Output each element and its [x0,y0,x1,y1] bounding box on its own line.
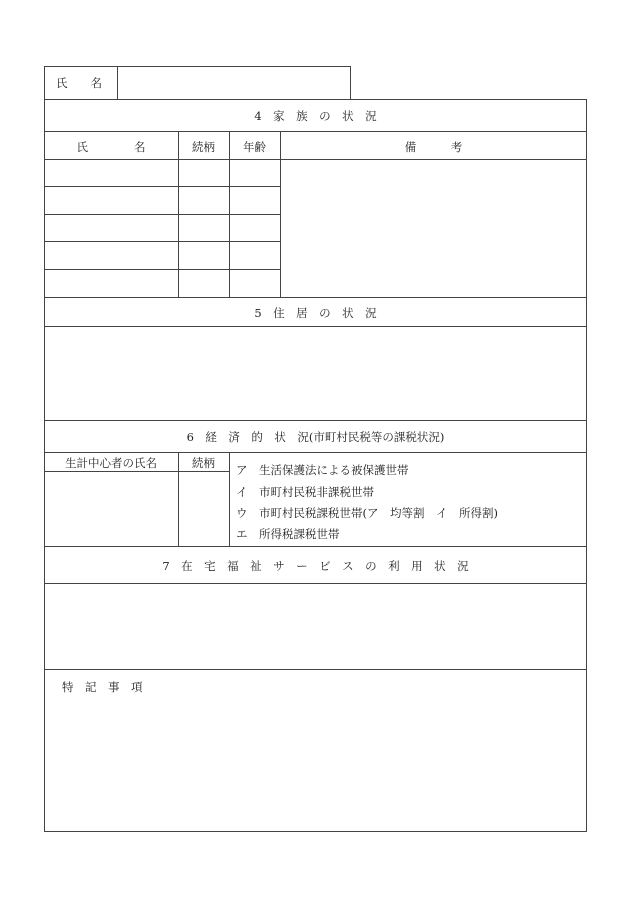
family-age-field-3[interactable] [230,215,280,241]
divider [229,452,230,546]
special-notes-field[interactable] [45,700,586,831]
family-relation-field-4[interactable] [179,242,229,269]
welfare-services-field[interactable] [45,584,586,669]
divider [44,420,587,421]
tax-option-a[interactable]: ア 生活保護法による被保護世帯 [236,463,409,477]
family-age-field-2[interactable] [230,187,280,214]
family-age-field-4[interactable] [230,242,280,269]
household-head-field[interactable] [45,472,178,546]
family-name-field-3[interactable] [45,215,178,241]
section5-title: 5 住 居 の 状 況 [254,306,377,320]
family-remarks-field[interactable] [281,160,586,297]
special-notes-title: 特 記 事 項 [62,680,143,694]
housing-field[interactable] [45,327,586,420]
family-name-field-2[interactable] [45,187,178,214]
name-field[interactable] [118,67,350,99]
family-relation-field-3[interactable] [179,215,229,241]
section4-title: 4 家 族 の 状 況 [254,109,377,123]
household-relation-field[interactable] [179,472,229,546]
divider [44,131,587,132]
section7-title: 7 在 宅 福 祉 サ ー ビ ス の 利 用 状 況 [162,559,469,573]
tax-option-u[interactable]: ウ 市町村民税課税世帯(ア 均等割 イ 所得割) [236,506,498,520]
name-label: 氏 名 [56,76,102,90]
tax-option-e[interactable]: エ 所得税課税世帯 [236,527,340,541]
family-relation-field-1[interactable] [179,160,229,186]
household-relation-header: 続柄 [192,456,215,470]
divider [44,297,587,298]
family-name-field-5[interactable] [45,270,178,297]
divider [44,546,587,547]
family-name-field-1[interactable] [45,160,178,186]
family-age-field-1[interactable] [230,160,280,186]
family-relation-header: 続柄 [192,140,215,154]
family-age-field-5[interactable] [230,270,280,297]
family-remarks-header: 備 考 [404,140,463,154]
family-age-header: 年齢 [243,140,266,154]
household-head-header: 生計中心者の氏名 [65,456,157,470]
family-relation-field-5[interactable] [179,270,229,297]
family-name-header: 氏 名 [76,140,146,154]
family-name-field-4[interactable] [45,242,178,269]
section6-title: 6 経 済 的 状 況(市町村民税等の課税状況) [186,430,445,444]
divider [44,669,587,670]
tax-option-i[interactable]: イ 市町村民税非課税世帯 [236,485,374,499]
divider [44,452,587,453]
family-relation-field-2[interactable] [179,187,229,214]
